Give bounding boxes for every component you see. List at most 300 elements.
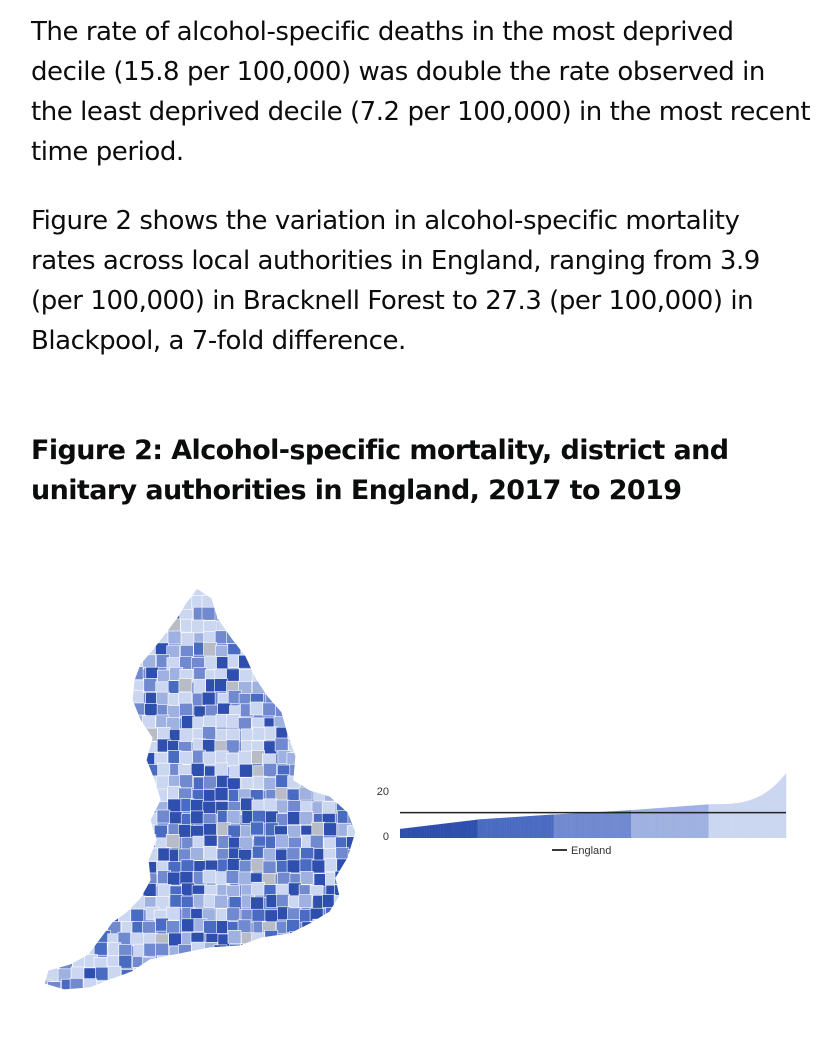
map-area xyxy=(263,620,276,633)
map-area xyxy=(288,585,301,598)
map-area xyxy=(253,727,266,740)
map-area xyxy=(288,630,301,643)
map-area xyxy=(241,944,254,957)
bar-marks xyxy=(400,774,786,838)
map-area xyxy=(241,729,254,742)
map-area xyxy=(230,955,243,968)
map-area xyxy=(323,742,336,755)
map-area xyxy=(313,992,326,1005)
map-area xyxy=(191,763,204,776)
map-area xyxy=(336,957,349,970)
map-area xyxy=(131,909,144,922)
map-area xyxy=(97,621,110,634)
map-area xyxy=(72,944,85,957)
map-area xyxy=(362,607,375,620)
map-area xyxy=(359,884,372,897)
map-area xyxy=(362,693,375,706)
map-area xyxy=(336,920,349,933)
map-area xyxy=(324,596,337,609)
map-area xyxy=(250,702,263,715)
map-area xyxy=(358,703,371,716)
map-area xyxy=(239,764,252,777)
map-area xyxy=(120,861,133,874)
map-area xyxy=(346,715,359,728)
map-area xyxy=(179,679,192,692)
map-area xyxy=(181,860,194,873)
map-area xyxy=(121,788,134,801)
map-area xyxy=(35,716,48,729)
map-area xyxy=(181,955,194,968)
map-area xyxy=(360,766,373,779)
map-area xyxy=(359,920,372,933)
map-area xyxy=(299,967,312,980)
map-area xyxy=(46,705,59,718)
map-area xyxy=(336,633,349,646)
map-area xyxy=(361,751,374,764)
map-area xyxy=(108,583,121,596)
map-area xyxy=(313,956,326,969)
map-area xyxy=(60,945,73,958)
map-area xyxy=(346,956,359,969)
map-area xyxy=(324,918,337,931)
map-area xyxy=(144,678,157,691)
map-area xyxy=(168,631,181,644)
map-area xyxy=(288,658,301,671)
map-area xyxy=(131,752,144,765)
map-area xyxy=(325,644,338,657)
map-area xyxy=(48,870,61,883)
map-area xyxy=(170,812,183,825)
map-area xyxy=(168,979,181,992)
map-area xyxy=(120,847,133,860)
map-area xyxy=(191,847,204,860)
map-area xyxy=(58,738,71,751)
map-area xyxy=(239,608,252,621)
map-area xyxy=(35,811,48,824)
map-area xyxy=(37,883,50,896)
map-area xyxy=(34,849,47,862)
map-area xyxy=(239,630,252,643)
map-area xyxy=(157,810,170,823)
map-area xyxy=(121,993,134,1006)
map-area xyxy=(144,597,157,610)
map-area xyxy=(133,858,146,871)
map-area xyxy=(227,966,240,979)
map-area xyxy=(313,645,326,658)
map-area xyxy=(362,775,375,788)
map-area xyxy=(313,763,326,776)
map-area xyxy=(337,703,350,716)
map-area xyxy=(288,825,301,838)
map-area xyxy=(336,607,349,620)
map-area xyxy=(323,933,336,946)
map-area xyxy=(83,836,96,849)
map-area xyxy=(50,692,63,705)
map-area xyxy=(86,765,99,778)
map-area xyxy=(361,906,374,919)
map-area xyxy=(289,596,302,609)
map-area xyxy=(336,643,349,656)
map-area xyxy=(314,979,327,992)
map-area xyxy=(360,715,373,728)
map-area xyxy=(298,643,311,656)
map-area xyxy=(299,944,312,957)
map-area xyxy=(300,714,313,727)
map-area xyxy=(84,740,97,753)
map-area xyxy=(61,813,74,826)
map-area xyxy=(251,822,264,835)
map-area xyxy=(36,774,49,787)
map-area xyxy=(264,777,277,790)
map-area xyxy=(325,968,338,981)
map-area xyxy=(121,703,134,716)
map-area xyxy=(192,942,205,955)
map-area xyxy=(73,849,86,862)
map-area xyxy=(252,585,265,598)
map-area xyxy=(38,678,51,691)
map-area xyxy=(168,750,181,763)
map-area xyxy=(72,823,85,836)
map-area xyxy=(130,620,143,633)
map-area xyxy=(337,775,350,788)
map-area xyxy=(203,870,216,883)
map-area xyxy=(312,632,325,645)
map-area xyxy=(84,775,97,788)
map-area xyxy=(287,860,300,873)
map-area xyxy=(61,765,74,778)
map-area xyxy=(190,979,203,992)
map-area xyxy=(229,992,242,1005)
map-area xyxy=(62,726,75,739)
map-area xyxy=(50,789,63,802)
map-area xyxy=(347,980,360,993)
map-area xyxy=(107,882,120,895)
map-area xyxy=(71,740,84,753)
map-area xyxy=(107,608,120,621)
map-area xyxy=(37,668,50,681)
map-area xyxy=(120,872,133,885)
map-area xyxy=(50,632,63,645)
map-area xyxy=(362,943,375,956)
map-area xyxy=(73,692,86,705)
map-area xyxy=(298,678,311,691)
legend-england-label: England xyxy=(571,845,612,857)
map-area xyxy=(110,858,123,871)
map-area xyxy=(347,921,360,934)
map-area xyxy=(121,742,134,755)
map-area xyxy=(119,631,132,644)
map-area xyxy=(264,656,277,669)
map-area xyxy=(338,909,351,922)
map-area xyxy=(96,786,109,799)
map-area xyxy=(325,656,338,669)
map-area xyxy=(145,704,158,717)
map-area xyxy=(132,598,145,611)
map-area xyxy=(181,967,194,980)
map-area xyxy=(204,776,217,789)
map-area xyxy=(36,655,49,668)
map-area xyxy=(362,798,375,811)
map-area xyxy=(59,956,72,969)
map-area xyxy=(204,981,217,994)
map-area xyxy=(203,727,216,740)
map-area xyxy=(288,800,301,813)
map-area xyxy=(262,669,275,682)
map-area xyxy=(131,727,144,740)
map-area xyxy=(347,798,360,811)
map-area xyxy=(95,764,108,777)
map-area xyxy=(262,585,275,598)
map-area xyxy=(86,703,99,716)
map-area xyxy=(312,619,325,632)
map-area xyxy=(299,990,312,1003)
map-area xyxy=(300,595,313,608)
map-area xyxy=(58,931,71,944)
map-area xyxy=(362,634,375,647)
map-area xyxy=(227,908,240,921)
map-area xyxy=(360,582,373,595)
map-area xyxy=(362,643,375,656)
map-area xyxy=(133,741,146,754)
map-area xyxy=(108,728,121,741)
map-area xyxy=(94,693,107,706)
map-area xyxy=(203,823,216,836)
map-area xyxy=(95,967,108,980)
map-area xyxy=(324,752,337,765)
map-area xyxy=(49,643,62,656)
map-area xyxy=(97,823,110,836)
map-area xyxy=(120,620,133,633)
map-area xyxy=(84,633,97,646)
map-area xyxy=(347,691,360,704)
map-area xyxy=(215,788,228,801)
map-area xyxy=(181,633,194,646)
map-area xyxy=(324,992,337,1005)
map-area xyxy=(335,595,348,608)
map-area xyxy=(347,622,360,635)
map-area xyxy=(191,811,204,824)
map-area xyxy=(96,714,109,727)
map-area xyxy=(349,582,362,595)
map-area xyxy=(132,992,145,1005)
map-area xyxy=(133,979,146,992)
map-area xyxy=(204,956,217,969)
map-area xyxy=(239,860,252,873)
map-area xyxy=(49,740,62,753)
map-area xyxy=(84,714,97,727)
map-area xyxy=(36,932,49,945)
map-area xyxy=(85,658,98,671)
map-area xyxy=(107,992,120,1005)
map-area xyxy=(254,944,267,957)
map-area xyxy=(288,957,301,970)
map-area xyxy=(62,906,75,919)
map-area xyxy=(347,931,360,944)
figure-2 xyxy=(0,560,828,1030)
map-area xyxy=(37,895,50,908)
map-area xyxy=(83,800,96,813)
map-area xyxy=(156,598,169,611)
map-area xyxy=(70,645,83,658)
map-area xyxy=(70,597,83,610)
map-area xyxy=(84,813,97,826)
map-area xyxy=(108,800,121,813)
map-area xyxy=(288,943,301,956)
map-area xyxy=(278,643,291,656)
map-area xyxy=(335,943,348,956)
map-area xyxy=(313,931,326,944)
map-area xyxy=(337,667,350,680)
map-area xyxy=(287,703,300,716)
map-area xyxy=(132,644,145,657)
map-area xyxy=(71,967,84,980)
map-area xyxy=(337,982,350,995)
map-area xyxy=(263,849,276,862)
map-area xyxy=(289,681,302,694)
map-area xyxy=(122,751,135,764)
map-area xyxy=(251,958,264,971)
map-area xyxy=(289,644,302,657)
map-area xyxy=(263,991,276,1004)
map-area xyxy=(154,992,167,1005)
map-area xyxy=(84,679,97,692)
map-area xyxy=(180,981,193,994)
map-area xyxy=(347,633,360,646)
map-area xyxy=(180,645,193,658)
map-area xyxy=(61,607,74,620)
map-area xyxy=(180,703,193,716)
map-area xyxy=(73,932,86,945)
map-area xyxy=(334,583,347,596)
map-area xyxy=(218,956,231,969)
map-area xyxy=(349,657,362,670)
map-area xyxy=(109,848,122,861)
map-area xyxy=(253,969,266,982)
map-area xyxy=(250,630,263,643)
map-area xyxy=(313,678,326,691)
map-area xyxy=(359,837,372,850)
map-area xyxy=(97,678,110,691)
map-area xyxy=(360,966,373,979)
map-area xyxy=(338,718,351,731)
map-area xyxy=(109,631,122,644)
map-area xyxy=(322,802,335,815)
map-area xyxy=(359,957,372,970)
map-area xyxy=(288,993,301,1006)
map-area xyxy=(277,634,290,647)
map-area xyxy=(96,595,109,608)
map-area xyxy=(276,775,289,788)
map-area xyxy=(359,810,372,823)
map-area xyxy=(83,621,96,634)
map-area xyxy=(73,872,86,885)
map-area xyxy=(324,703,337,716)
map-area xyxy=(337,931,350,944)
map-area xyxy=(349,992,362,1005)
map-area xyxy=(348,606,361,619)
map-area xyxy=(313,690,326,703)
map-area xyxy=(73,669,86,682)
map-area xyxy=(179,994,192,1007)
map-area xyxy=(239,669,252,682)
map-area xyxy=(35,860,48,873)
map-area xyxy=(167,921,180,934)
map-area xyxy=(122,608,135,621)
map-area xyxy=(277,978,290,991)
map-area xyxy=(70,836,83,849)
map-area xyxy=(118,766,131,779)
map-area xyxy=(300,957,313,970)
map-area xyxy=(95,812,108,825)
map-area xyxy=(97,859,110,872)
map-area xyxy=(58,788,71,801)
map-area xyxy=(145,969,158,982)
map-area xyxy=(287,848,300,861)
map-area xyxy=(71,726,84,739)
map-area xyxy=(277,894,290,907)
map-area xyxy=(49,610,62,623)
map-area xyxy=(133,762,146,775)
map-area xyxy=(263,763,276,776)
map-area xyxy=(278,679,291,692)
map-area xyxy=(61,694,74,707)
map-area xyxy=(62,705,75,718)
map-area xyxy=(217,657,230,670)
map-area xyxy=(70,609,83,622)
map-area xyxy=(239,751,252,764)
map-area xyxy=(336,763,349,776)
map-area xyxy=(48,727,61,740)
map-area xyxy=(335,969,348,982)
map-area xyxy=(276,606,289,619)
map-area xyxy=(59,586,72,599)
map-area xyxy=(301,704,314,717)
map-area xyxy=(180,729,193,742)
map-area xyxy=(361,847,374,860)
map-area xyxy=(48,932,61,945)
map-area xyxy=(58,643,71,656)
map-area xyxy=(133,801,146,814)
map-area xyxy=(73,895,86,908)
map-area xyxy=(350,967,363,980)
map-area xyxy=(299,787,312,800)
map-area xyxy=(274,668,287,681)
map-area xyxy=(132,825,145,838)
map-area xyxy=(61,848,74,861)
map-area xyxy=(34,619,47,632)
map-area xyxy=(300,670,313,683)
map-area xyxy=(349,753,362,766)
map-area xyxy=(181,896,194,909)
map-area xyxy=(133,789,146,802)
paragraph-local-variation: Figure 2 shows the variation in alcohol-specific mortality rates across local authorities in England, ranging from 3.9 (per 100,000) in Bracknell Forest to 27.3 (per 100,000) in Blackpool, a 7-fold difference. xyxy=(31,206,760,356)
map-area xyxy=(313,702,326,715)
map-area xyxy=(85,918,98,931)
map-area xyxy=(335,741,348,754)
map-area xyxy=(97,908,110,921)
map-area xyxy=(62,631,75,644)
map-area xyxy=(108,596,121,609)
y-tick-label: 0 xyxy=(382,831,389,843)
map-area xyxy=(275,955,288,968)
map-area xyxy=(58,618,71,631)
map-area xyxy=(334,691,347,704)
map-area xyxy=(362,826,375,839)
map-area xyxy=(252,608,265,621)
map-area xyxy=(227,596,240,609)
map-area xyxy=(359,896,372,909)
map-area xyxy=(84,753,97,766)
